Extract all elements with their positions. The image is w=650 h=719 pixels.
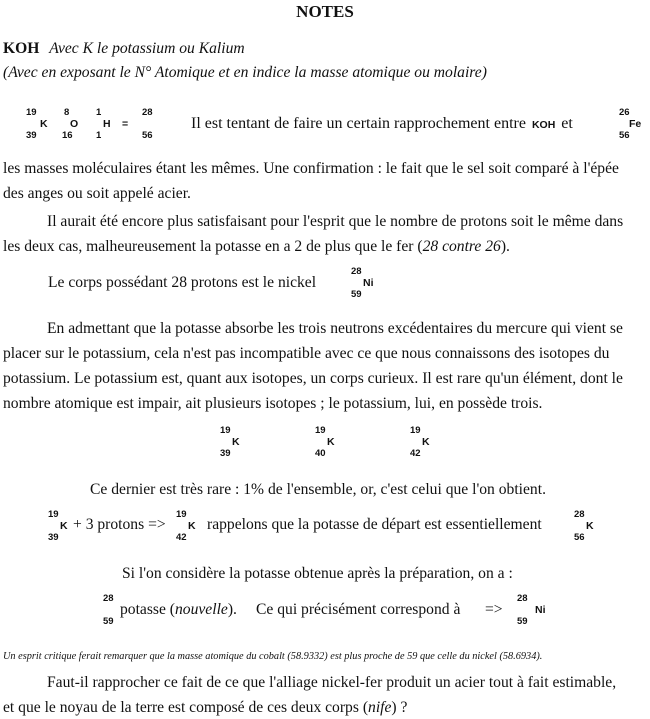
- koh-description: Avec K le potassium ou Kalium: [49, 40, 245, 57]
- koh-heading: [3, 40, 245, 58]
- equation1-text: Il est tentant de faire un certain rapprochement entre KOH et: [191, 115, 573, 132]
- para3-line3: potassium. Le potassium est, quant aux isotopes, un corps curieux. Il est rare qu'un élément, dont le: [3, 370, 623, 387]
- ni-symbol-eq3: 28 Ni 59: [517, 593, 546, 627]
- arrow: =>: [485, 601, 503, 618]
- consider-line: Si l'on considère la potasse obtenue après la préparation, on a :: [122, 565, 513, 582]
- para1-line1: les masses moléculaires étant les mêmes. Une confirmation : le fait que le sel soit comparé à l'épée: [3, 160, 619, 177]
- isotope-k39: 19 K 39: [220, 425, 240, 459]
- para1-line2: des anges ou soit appelé acier.: [3, 185, 191, 202]
- para4-line2: et que le noyau de la terre est composé de ces deux corps (nife) ?: [3, 699, 408, 716]
- fe-symbol: 26 Fe 56: [619, 107, 642, 141]
- o-symbol-eq1: 8 O 16: [62, 107, 79, 141]
- exponent-note: (Avec en exposant le N° Atomique et en indice la masse atomique ou molaire): [3, 64, 487, 81]
- isotope-k42: 19 K 42: [410, 425, 430, 459]
- k42-symbol-eq2: 19 K 42: [176, 509, 196, 543]
- k39-symbol-eq2: 19 K 39: [48, 509, 68, 543]
- para2-line1: Il aurait été encore plus satisfaisant pour l'esprit que le nombre de protons soit le même dans: [47, 213, 624, 230]
- equation3-text: Ce qui précisément correspond à: [256, 601, 461, 618]
- potasse-mass: 28 59: [103, 593, 114, 627]
- para3-line2: placer sur le potassium, cela n'est pas incompatible avec ce que nous connaissons des isotopes du: [3, 345, 610, 362]
- k-symbol-eq1: 19 K 39: [26, 107, 48, 141]
- rare-isotope-line: Ce dernier est très rare : 1% de l'ensemble, or, c'est celui que l'on obtient.: [90, 481, 546, 498]
- isotope-k40: 19 K 40: [315, 425, 335, 459]
- k56-symbol-eq2: 28 K 56: [574, 509, 594, 543]
- ni-symbol-nickel-line: 28 Ni 59: [351, 266, 374, 300]
- koh-total-mass: 28 56: [142, 107, 153, 141]
- footnote: Un esprit critique ferait remarquer que la masse atomique du cobalt (58.9332) est plus proche de 59 que celle du nickel (58.6934).: [3, 651, 543, 662]
- koh-inline: KOH: [531, 119, 556, 131]
- nickel-line: Le corps possédant 28 protons est le nickel: [48, 274, 317, 291]
- h-symbol-eq1: 1 H 1: [96, 107, 111, 141]
- koh-formula: KOH: [3, 40, 40, 57]
- page-title: NOTES: [296, 2, 354, 21]
- equation2-text: rappelons que la potasse de départ est essentiellement: [207, 516, 542, 533]
- para2-line2: les deux cas, malheureusement la potasse en a 2 de plus que le fer (28 contre 26).: [3, 238, 510, 255]
- nife-term: nife: [368, 699, 392, 716]
- para3-line1: En admettant que la potasse absorbe les trois neutrons excédentaires du mercure qui vient se: [47, 320, 623, 337]
- plus-three-protons: + 3 protons =>: [73, 516, 166, 533]
- para4-line1: Faut-il rapprocher ce fait de ce que l'alliage nickel-fer produit un acier tout à fait estimable,: [47, 674, 617, 691]
- equals-sign: =: [122, 118, 129, 130]
- proton-comparison: 28 contre 26: [422, 238, 501, 255]
- para3-line4: nombre atomique est impair, ait plusieurs isotopes ; le potassium, lui, en possède trois.: [3, 395, 543, 412]
- potasse-nouvelle: potasse (nouvelle).: [120, 601, 237, 618]
